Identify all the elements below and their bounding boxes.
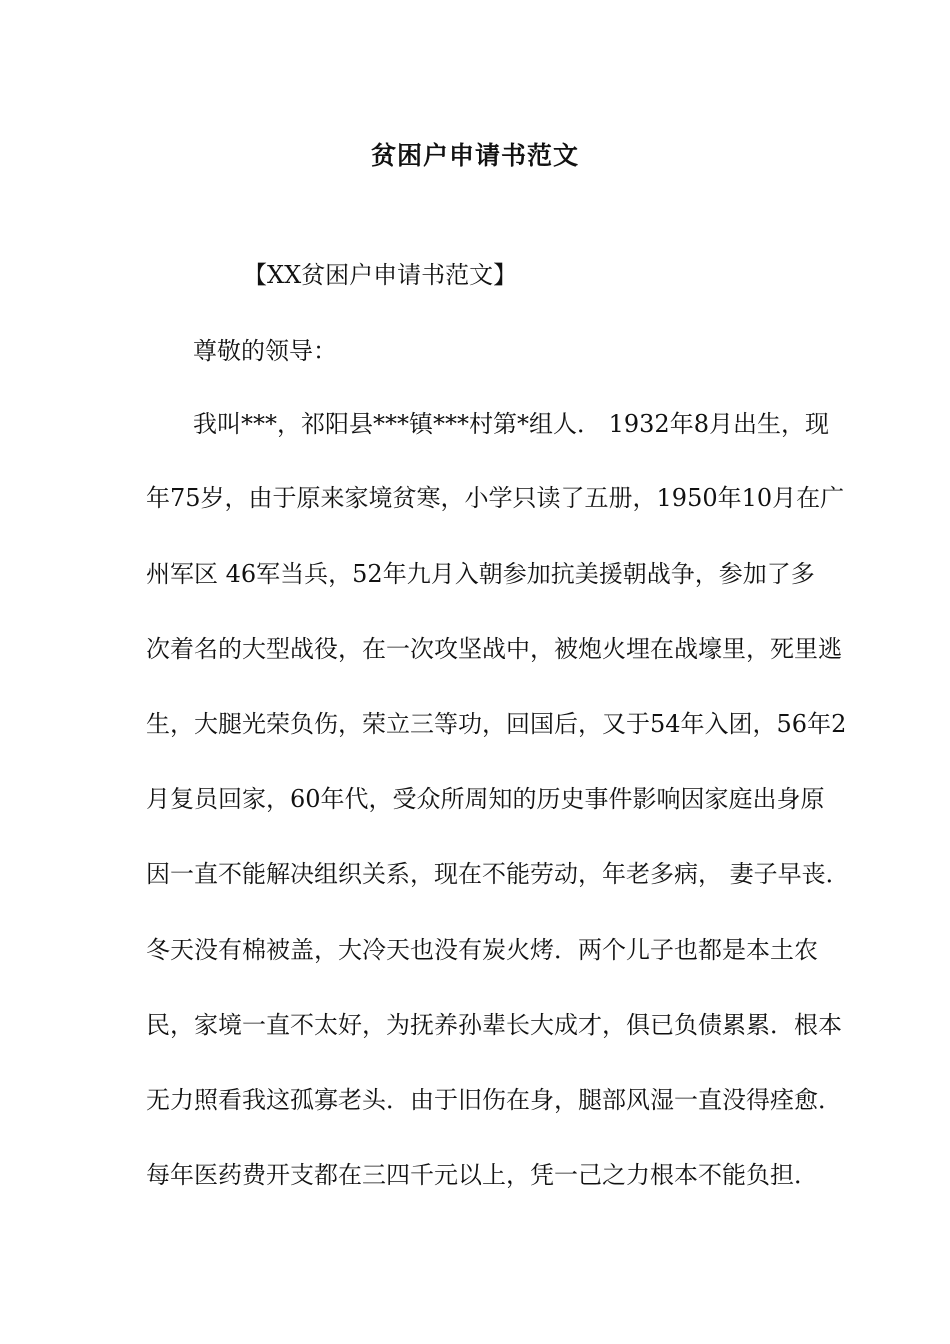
body-line: 冬天没有棉被盖，大冷天也没有炭火烤．两个儿子也都是本土农 bbox=[146, 936, 818, 964]
body-line: 生，大腿光荣负伤，荣立三等功，回国后，又于54年入团，56年2 bbox=[146, 710, 847, 738]
document-title: 贫困户申请书范文 bbox=[370, 141, 579, 170]
body-line: 次着名的大型战役，在一次攻坚战中，被炮火埋在战壕里，死里逃 bbox=[146, 635, 842, 663]
body-line: 月复员回家，60年代，受众所周知的历史事件影响因家庭出身原 bbox=[146, 785, 825, 813]
document-subtitle: 【XX贫困户申请书范文】 bbox=[243, 261, 518, 289]
body-line: 每年医药费开支都在三四千元以上，凭一己之力根本不能负担． bbox=[146, 1161, 818, 1189]
body-line: 无力照看我这孤寡老头．由于旧伤在身，腿部风湿一直没得痊愈． bbox=[146, 1086, 842, 1114]
body-line: 我叫***，祁阳县***镇***村第*组人． 1932年8月出生，现 bbox=[193, 410, 829, 438]
salutation: 尊敬的领导： bbox=[193, 337, 337, 365]
body-line: 因一直不能解决组织关系，现在不能劳动，年老多病， 妻子早丧． bbox=[146, 860, 850, 888]
body-line: 年75岁，由于原来家境贫寒，小学只读了五册，1950年10月在广 bbox=[146, 484, 845, 512]
body-line: 州军区 46军当兵，52年九月入朝参加抗美援朝战争，参加了多 bbox=[146, 560, 815, 588]
body-line: 民，家境一直不太好，为抚养孙辈长大成才，俱已负债累累．根本 bbox=[146, 1011, 842, 1039]
